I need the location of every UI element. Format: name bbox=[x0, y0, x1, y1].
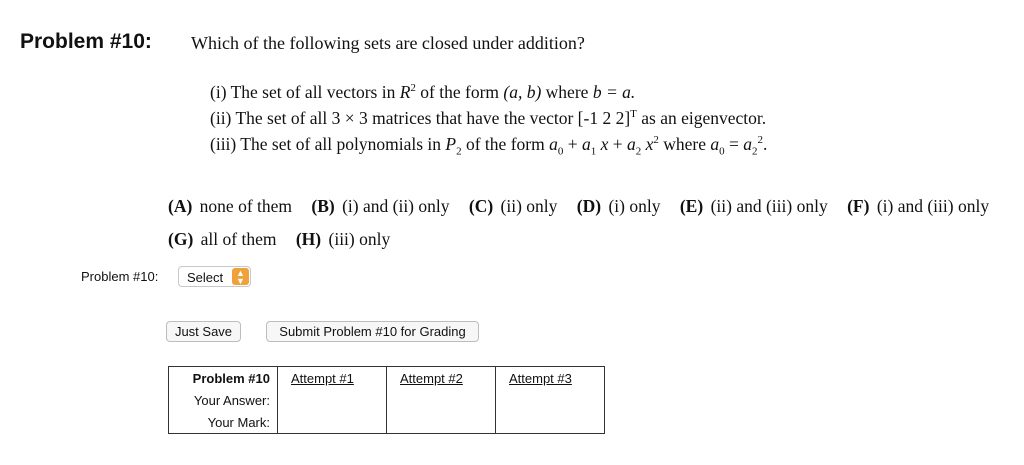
choice-text: (i) only bbox=[608, 196, 661, 216]
table-row bbox=[169, 389, 605, 411]
attempts-table bbox=[168, 366, 605, 434]
math-a1-sub: 1 bbox=[590, 145, 597, 158]
choice-letter: (B) bbox=[311, 196, 335, 216]
math-a2-sub: 2 bbox=[752, 145, 758, 158]
attempts-header: Problem #10 bbox=[169, 367, 278, 390]
statement-iii-prefix: (iii) The set of all polynomials in bbox=[210, 134, 442, 154]
attempt-3-link[interactable]: Attempt #3 bbox=[496, 367, 605, 390]
answer-label: Problem #10: bbox=[81, 269, 159, 284]
statement-ii-suffix: as an eigenvector. bbox=[641, 108, 767, 128]
choice-e bbox=[680, 196, 828, 216]
chevron-up-down-icon: ▲ ▼ bbox=[232, 268, 249, 285]
table-row bbox=[169, 411, 605, 434]
choice-letter: (C) bbox=[468, 196, 494, 216]
math-x: x bbox=[600, 134, 609, 154]
answer-select-value: Select bbox=[187, 270, 224, 285]
choice-b bbox=[311, 196, 449, 216]
choice-h bbox=[296, 229, 390, 249]
statement-ii-prefix: (ii) The set of all 3 × 3 matrices that have the vector [-1 2 2] bbox=[210, 108, 631, 128]
math-R-exponent: 2 bbox=[410, 82, 416, 95]
math-a0-sub: 0 bbox=[719, 145, 725, 158]
math-P: P bbox=[445, 134, 457, 154]
choice-a bbox=[168, 196, 292, 216]
choice-text: (ii) and (iii) only bbox=[710, 196, 828, 216]
math-a0-sub: 0 bbox=[557, 145, 564, 158]
transpose-mark: T bbox=[630, 108, 637, 121]
statement-i-mid: of the form bbox=[420, 82, 500, 102]
statement-i-where: where bbox=[545, 82, 589, 102]
answer-cell-1 bbox=[278, 389, 387, 411]
math-a0: a bbox=[549, 134, 558, 154]
statement-ii bbox=[210, 105, 767, 131]
mark-cell-1 bbox=[278, 411, 387, 434]
math-P-subscript: 2 bbox=[456, 145, 462, 158]
your-mark-label: Your Mark: bbox=[169, 411, 278, 434]
answer-choices bbox=[168, 190, 989, 256]
choice-text: all of them bbox=[200, 229, 277, 249]
choice-letter: (F) bbox=[847, 196, 870, 216]
statements bbox=[210, 79, 767, 157]
math-a0: a bbox=[710, 134, 720, 154]
choices-row-1 bbox=[168, 190, 989, 223]
choice-text: (ii) only bbox=[500, 196, 558, 216]
your-answer-label: Your Answer: bbox=[169, 389, 278, 411]
statement-i bbox=[210, 79, 767, 105]
mark-cell-3 bbox=[496, 411, 605, 434]
math-plus: + bbox=[612, 134, 623, 154]
choice-text: none of them bbox=[199, 196, 293, 216]
math-pair: (a, b) bbox=[503, 82, 542, 102]
choice-f bbox=[847, 196, 989, 216]
choice-letter: (E) bbox=[679, 196, 704, 216]
choice-letter: (A) bbox=[168, 196, 193, 216]
math-a2-exponent: 2 bbox=[757, 134, 764, 147]
mark-cell-2 bbox=[387, 411, 496, 434]
submit-for-grading-button[interactable]: Submit Problem #10 for Grading bbox=[266, 321, 479, 342]
math-a2: a bbox=[627, 134, 636, 154]
math-x: x bbox=[645, 134, 654, 154]
math-R: R bbox=[399, 82, 411, 102]
choice-letter: (H) bbox=[295, 229, 322, 249]
choice-g bbox=[168, 229, 276, 249]
choice-text: (i) and (iii) only bbox=[876, 196, 990, 216]
attempt-2-link[interactable]: Attempt #2 bbox=[387, 367, 496, 390]
choices-row-2 bbox=[168, 223, 989, 256]
choice-letter: (G) bbox=[168, 229, 194, 249]
choice-text: (i) and (ii) only bbox=[342, 196, 450, 216]
choice-d bbox=[577, 196, 661, 216]
problem-question: Which of the following sets are closed under addition? bbox=[191, 33, 585, 53]
math-a1: a bbox=[581, 134, 591, 154]
attempt-1-link[interactable]: Attempt #1 bbox=[278, 367, 387, 390]
statement-iii-where: where bbox=[663, 134, 707, 154]
statement-iii bbox=[210, 131, 767, 157]
math-condition: b = a. bbox=[592, 82, 636, 102]
choice-c bbox=[469, 196, 558, 216]
math-a2-sub: 2 bbox=[635, 145, 642, 158]
statement-iii-mid: of the form bbox=[465, 134, 545, 154]
math-a2: a bbox=[743, 134, 753, 154]
problem-title: Problem #10: bbox=[20, 30, 152, 53]
choice-letter: (D) bbox=[576, 196, 602, 216]
math-plus: + bbox=[567, 134, 578, 154]
just-save-button[interactable]: Just Save bbox=[166, 321, 241, 342]
answer-cell-3 bbox=[496, 389, 605, 411]
choice-text: (iii) only bbox=[328, 229, 391, 249]
answer-select[interactable] bbox=[178, 266, 251, 287]
answer-cell-2 bbox=[387, 389, 496, 411]
statement-iii-end: . bbox=[763, 134, 768, 154]
math-equals: = bbox=[729, 134, 739, 154]
table-row bbox=[169, 367, 605, 390]
statement-i-prefix: (i) The set of all vectors in bbox=[210, 82, 396, 102]
math-x-exponent: 2 bbox=[653, 134, 659, 147]
